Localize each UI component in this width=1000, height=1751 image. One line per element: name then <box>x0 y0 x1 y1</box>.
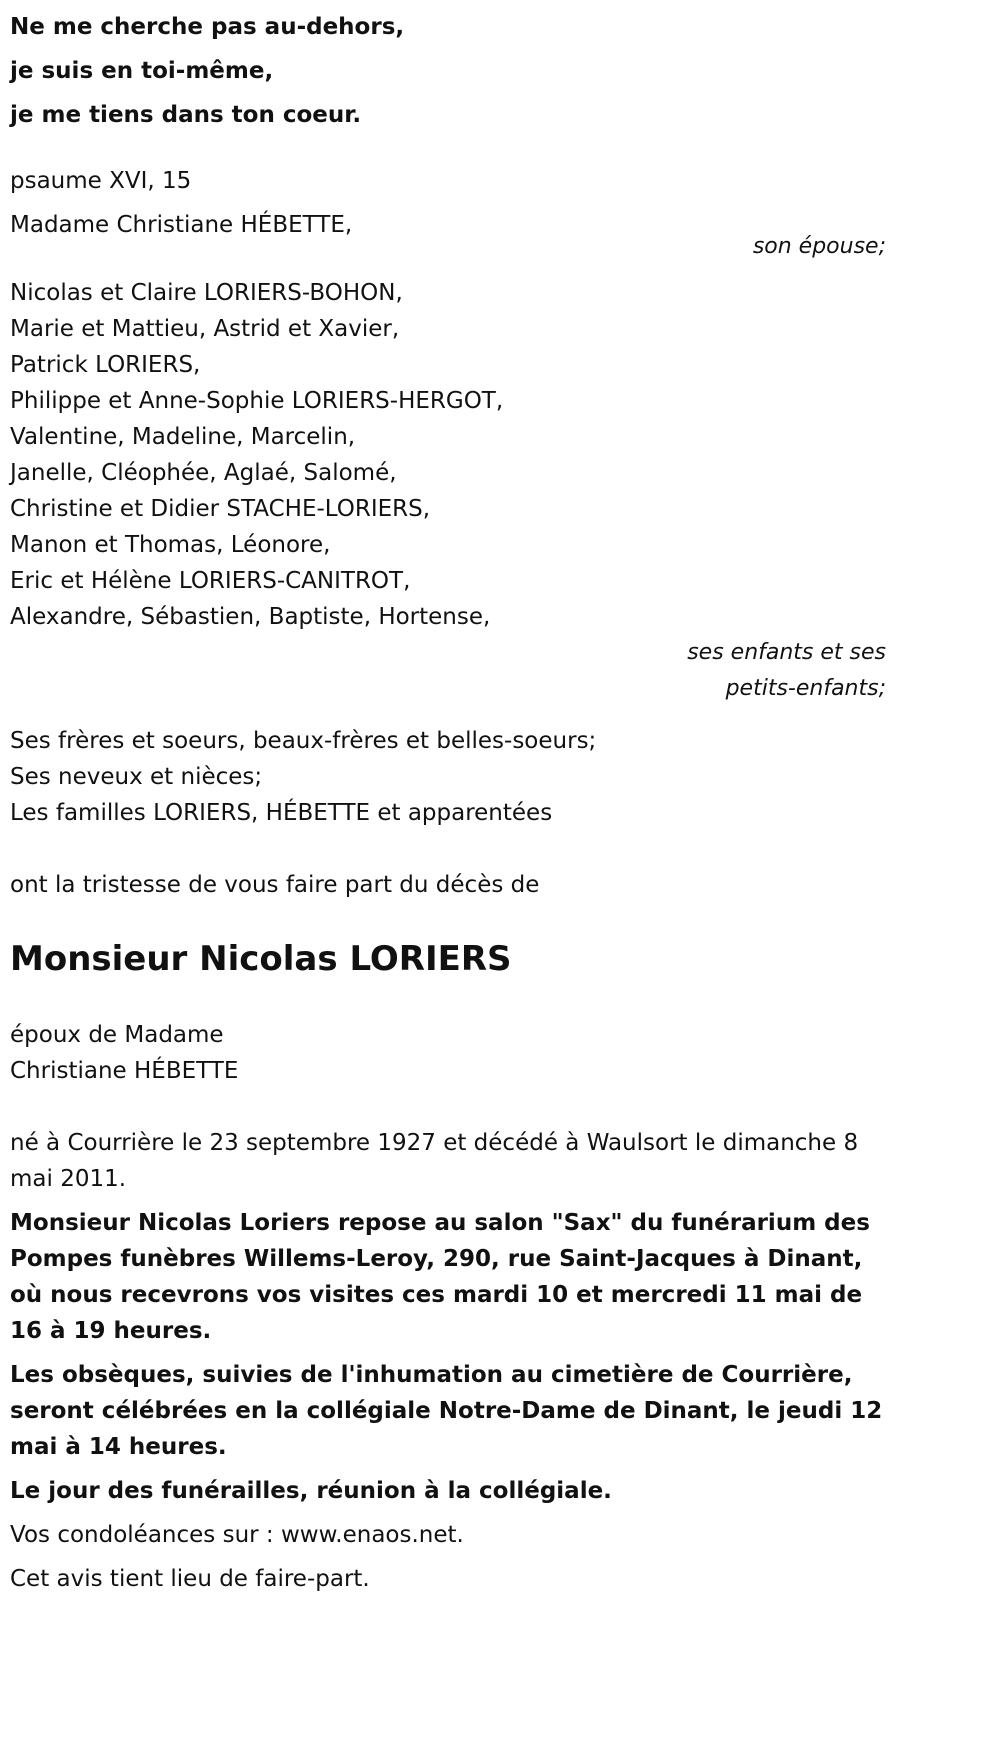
children-role: ses enfants et ses <box>687 640 886 665</box>
children-line: Eric et Hélène LORIERS-CANITROT, <box>10 568 411 594</box>
children-line: Patrick LORIERS, <box>10 352 201 378</box>
verse-line: Ne me cherche pas au-dehors, <box>10 14 405 40</box>
children-line: Valentine, Madeline, Marcelin, <box>10 424 356 450</box>
deceased-spouse-line: Christiane HÉBETTE <box>10 1058 239 1084</box>
children-line: Manon et Thomas, Léonore, <box>10 532 331 558</box>
verse-source: psaume XVI, 15 <box>10 168 192 194</box>
birth-death-text: né à Courrière le 23 septembre 1927 et décédé à Waulsort le dimanche 8 mai 2011. <box>10 1130 859 1192</box>
condolences-text: Vos condoléances sur : www.enaos.net. <box>10 1522 464 1548</box>
relatives-line: Ses neveux et nièces; <box>10 764 263 790</box>
deceased-spouse-line: époux de Madame <box>10 1022 224 1048</box>
children-line: Nicolas et Claire LORIERS-BOHON, <box>10 280 403 306</box>
obituary-notice <box>10 0 886 1597</box>
children-block <box>10 275 886 635</box>
spouse-name: Madame Christiane HÉBETTE, <box>10 212 353 238</box>
children-line: Alexandre, Sébastien, Baptiste, Hortense, <box>10 604 491 630</box>
deceased-name: Monsieur Nicolas LORIERS <box>10 939 512 979</box>
children-line: Marie et Mattieu, Astrid et Xavier, <box>10 316 400 342</box>
children-line: Philippe et Anne-Sophie LORIERS-HERGOT, <box>10 388 504 414</box>
notice-text: Cet avis tient lieu de faire-part. <box>10 1566 370 1592</box>
deceased-spouse-block <box>10 1017 886 1089</box>
verse-line: je me tiens dans ton coeur. <box>10 102 362 128</box>
verse-block <box>10 5 886 137</box>
funeral-text: Les obsèques, suivies de l'inhumation au cimetière de Courrière, seront célébrées en la collégiale Notre-Dame de Dinant, le jeudi 12 mai à 14 heures. <box>10 1362 883 1460</box>
relatives-line: Ses frères et soeurs, beaux-frères et belles-soeurs; <box>10 728 597 754</box>
gathering-text: Le jour des funérailles, réunion à la collégiale. <box>10 1478 612 1504</box>
verse-line: je suis en toi-même, <box>10 58 274 84</box>
announcement-text: ont la tristesse de vous faire part du décès de <box>10 872 540 898</box>
relatives-block <box>10 723 886 831</box>
children-line: Christine et Didier STACHE-LORIERS, <box>10 496 431 522</box>
visitation-text: Monsieur Nicolas Loriers repose au salon "Sax" du funérarium des Pompes funèbres Willems-Leroy, 290, rue Saint-Jacques à Dinant, où nous recevrons vos visites ces mardi 10 et mercredi 11 mai de 16 à 19 heures. <box>10 1210 870 1344</box>
children-role: petits-enfants; <box>725 676 886 701</box>
relatives-line: Les familles LORIERS, HÉBETTE et apparentées <box>10 800 553 826</box>
children-line: Janelle, Cléophée, Aglaé, Salomé, <box>10 460 397 486</box>
spouse-role: son épouse; <box>752 234 886 259</box>
